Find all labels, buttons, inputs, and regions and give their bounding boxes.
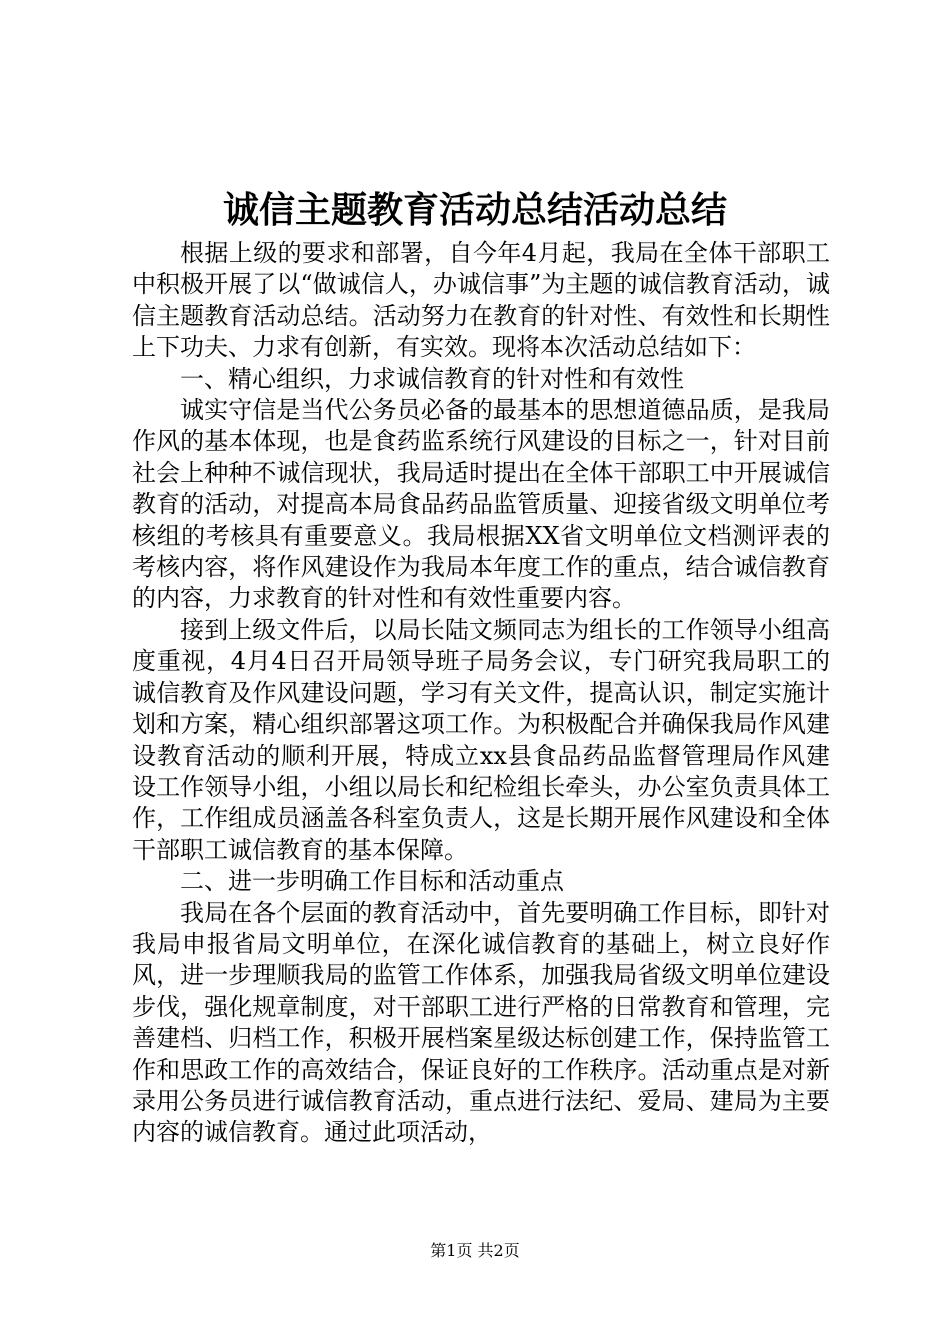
document-body xyxy=(132,238,830,1149)
paragraph-section-2-a: 我局在各个层面的教育活动中，首先要明确工作目标，即针对我局申报省局文明单位，在深化诚信教育的基础上，树立良好作风，进一步理顺我局的监管工作体系，加强我局省级文明单位建设步伐，强化规章制度，对干部职工进行严格的日常教育和管理，完善建档、归档工作，积极开展档案星级达标创建工作，保持监管工作和思政工作的高效结合，保证良好的工作秩序。活动重点是对新录用公务员进行诚信教育活动，重点进行法纪、爱局、建局为主要内容的诚信教育。通过此项活动， xyxy=(132,898,830,1147)
section-heading-1: 一、精心组织，力求诚信教育的针对性和有效性 xyxy=(180,364,684,393)
paragraph-intro: 根据上级的要求和部署，自今年4月起，我局在全体干部职工中积极开展了以“做诚信人，办诚信事”为主题的诚信教育活动，诚信主题教育活动总结。活动努力在教育的针对性、有效性和长期性上下功夫、力求有创新，有实效。现将本次活动总结如下： xyxy=(132,239,830,362)
page-footer: 第1页 共2页 xyxy=(430,1241,520,1260)
section-heading-2: 二、进一步明确工作目标和活动重点 xyxy=(180,867,564,896)
paragraph-section-1-b: 接到上级文件后，以局长陆文频同志为组长的工作领导小组高度重视，4月4日召开局领导班子局务会议，专门研究我局职工的诚信教育及作风建设问题，学习有关文件，提高认识，制定实施计划和方案，精心组织部署这项工作。为积极配合并确保我局作风建设教育活动的顺利开展，特成立xx县食品药品监督管理局作风建设工作领导小组，小组以局长和纪检组长牵头，办公室负责具体工作，工作组成员涵盖各科室负责人，这是长期开展作风建设和全体干部职工诚信教育的基本保障。 xyxy=(132,615,830,864)
paragraph-section-1-a: 诚实守信是当代公务员必备的最基本的思想道德品质，是我局作风的基本体现，也是食药监系统行风建设的目标之一，针对目前社会上种种不诚信现状，我局适时提出在全体干部职工中开展诚信教育的活动，对提高本局食品药品监管质量、迎接省级文明单位考核组的考核具有重要意义。我局根据XX省文明单位文档测评表的考核内容，将作风建设作为我局本年度工作的重点，结合诚信教育的内容，力求教育的针对性和有效性重要内容。 xyxy=(132,396,830,613)
document-title: 诚信主题教育活动总结活动总结 xyxy=(222,189,727,231)
